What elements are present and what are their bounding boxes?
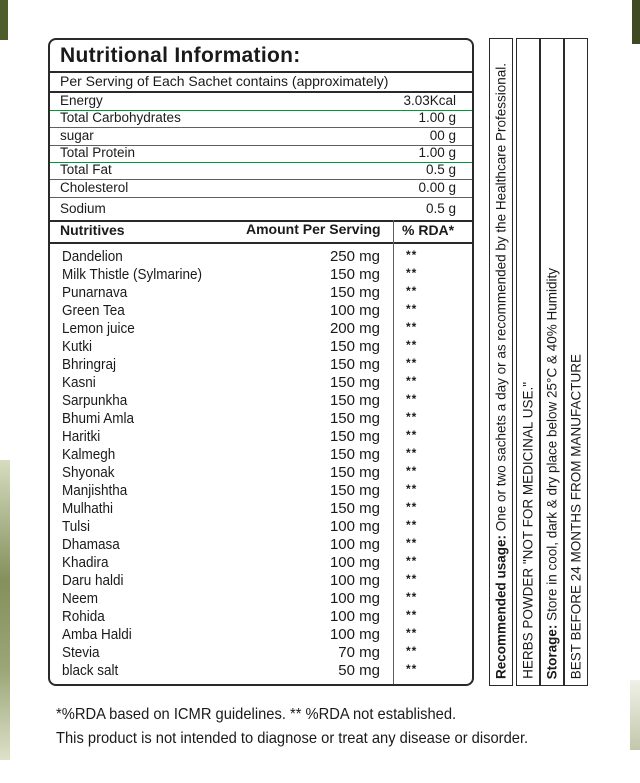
nutritive-rda: ** (406, 590, 418, 604)
nutritive-row (50, 284, 472, 302)
nutritive-row (50, 572, 472, 590)
nutritive-amount: 100 mg (329, 590, 380, 607)
nutritive-amount: 150 mg (329, 284, 380, 301)
nutritive-row (50, 644, 472, 662)
nutritive-rda: ** (406, 446, 418, 460)
nutritive-row (50, 338, 472, 356)
nutritive-rda: ** (406, 428, 418, 442)
summary-row (50, 145, 472, 162)
nutritive-name: Green Tea (62, 302, 125, 319)
storage-body: Store in cool, dark & dry place below 25°C & 40% Humidity (544, 267, 560, 625)
nutritive-rda: ** (406, 662, 418, 676)
nutritive-row (50, 500, 472, 518)
nutritive-row (50, 356, 472, 374)
nutritive-name: Sarpunkha (62, 392, 128, 409)
summary-row (50, 180, 472, 197)
nutritive-amount: 70 mg (338, 644, 380, 661)
nutritive-name: Milk Thistle (Sylmarine) (62, 266, 203, 283)
row-divider (50, 197, 472, 198)
nutritive-rda: ** (406, 608, 418, 622)
nutritive-rda: ** (406, 464, 418, 478)
nutritive-rda: ** (406, 644, 418, 658)
nutritive-rda: ** (406, 536, 418, 550)
summary-row (50, 162, 472, 179)
nutritive-amount: 250 mg (329, 248, 380, 265)
summary-label: Total Protein (60, 145, 136, 160)
nutritive-row (50, 554, 472, 572)
nutritive-name: Dandelion (62, 248, 123, 265)
nutritive-name: Lemon juice (62, 320, 135, 337)
nutritive-name: Amba Haldi (62, 626, 132, 643)
nutrition-facts-panel (48, 38, 474, 686)
nutritive-rda: ** (406, 320, 418, 334)
summary-label: Energy (60, 93, 103, 108)
nutritive-name: Shyonak (62, 464, 115, 481)
storage-label: Storage: (544, 624, 560, 679)
nutritive-amount: 150 mg (329, 266, 380, 283)
nutritive-name: black salt (62, 662, 119, 679)
footnote-disclaimer: This product is not intended to diagnose or treat any disease or disorder. (56, 730, 529, 747)
summary-label: Total Carbohydrates (60, 110, 181, 125)
nutritive-name: Kutki (62, 338, 93, 355)
nutritive-amount: 150 mg (329, 338, 380, 355)
nutritive-name: Haritki (62, 428, 101, 445)
storage-text (545, 268, 560, 679)
summary-value: 0.5 g (425, 201, 456, 216)
summary-label: Sodium (60, 201, 106, 216)
nutritive-row (50, 374, 472, 392)
nutritive-rda: ** (406, 302, 418, 316)
nutritive-rda: ** (406, 338, 418, 352)
nutritive-name: Punarnava (62, 284, 128, 301)
nutritive-amount: 150 mg (329, 428, 380, 445)
summary-value: 0.5 g (425, 162, 456, 177)
nutritive-amount: 150 mg (329, 482, 380, 499)
nutritive-rda: ** (406, 392, 418, 406)
nutritive-rda: ** (406, 356, 418, 370)
nutritive-rda: ** (406, 554, 418, 568)
nutritive-name: Kasni (62, 374, 96, 391)
nutritive-row (50, 662, 472, 680)
nutrition-title: Nutritional Information: (60, 44, 301, 67)
nutritive-name: Daru haldi (62, 572, 124, 589)
nutritive-row (50, 248, 472, 266)
nutritive-row (50, 464, 472, 482)
nutritive-row (50, 482, 472, 500)
nutritive-rda: ** (406, 626, 418, 640)
summary-row (50, 201, 472, 218)
divider (50, 242, 472, 244)
nutritive-amount: 150 mg (329, 374, 380, 391)
nutritive-amount: 100 mg (329, 626, 380, 643)
usage-body: One or two sachets a day or as recommended by the Healthcare Professional. (493, 62, 509, 535)
usage-text (494, 63, 509, 679)
nutritive-amount: 100 mg (329, 518, 380, 535)
nutritive-row (50, 302, 472, 320)
nutritive-rda: ** (406, 410, 418, 424)
nutritive-name: Neem (62, 590, 99, 607)
nutritive-rda: ** (406, 284, 418, 298)
nutritive-amount: 150 mg (329, 392, 380, 409)
nutritive-name: Kalmegh (62, 446, 116, 463)
serving-description: Per Serving of Each Sachet contains (approximately) (60, 73, 389, 89)
summary-label: sugar (60, 128, 94, 143)
nutritive-amount: 150 mg (329, 464, 380, 481)
nutritive-row (50, 536, 472, 554)
summary-value: 0.00 g (418, 180, 456, 195)
nutritive-row (50, 428, 472, 446)
background-foliage-top-left (0, 0, 8, 40)
background-herb-image-right (630, 680, 640, 750)
nutritive-row (50, 266, 472, 284)
nutritive-name: Bhringraj (62, 356, 117, 373)
herbs-panel (516, 38, 540, 686)
nutritive-name: Manjishtha (62, 482, 128, 499)
nutritive-amount: 100 mg (329, 608, 380, 625)
nutritive-rda: ** (406, 518, 418, 532)
nutritive-row (50, 626, 472, 644)
nutritive-name: Tulsi (62, 518, 91, 535)
nutritive-amount: 100 mg (329, 536, 380, 553)
nutritive-amount: 100 mg (329, 572, 380, 589)
nutritive-amount: 150 mg (329, 446, 380, 463)
storage-panel (540, 38, 564, 686)
usage-label: Recommended usage: (493, 534, 509, 679)
summary-value: 1.00 g (418, 145, 456, 160)
header-nutritives: Nutritives (60, 222, 125, 238)
nutritive-row (50, 518, 472, 536)
nutritive-row (50, 446, 472, 464)
summary-row (50, 110, 472, 127)
nutritive-row (50, 410, 472, 428)
nutritive-amount: 100 mg (329, 554, 380, 571)
nutritive-rda: ** (406, 266, 418, 280)
summary-label: Cholesterol (60, 180, 129, 195)
nutritive-name: Bhumi Amla (62, 410, 135, 427)
nutritive-rda: ** (406, 482, 418, 496)
nutritive-rda: ** (406, 248, 418, 262)
nutritive-name: Mulhathi (62, 500, 114, 517)
herbs-text: HERBS POWDER "NOT FOR MEDICINAL USE." (520, 382, 536, 679)
nutritive-rda: ** (406, 500, 418, 514)
nutritive-amount: 150 mg (329, 356, 380, 373)
summary-value: 00 g (429, 128, 456, 143)
nutritive-name: Stevia (62, 644, 100, 661)
nutritive-amount: 150 mg (329, 500, 380, 517)
nutritive-row (50, 392, 472, 410)
nutritive-amount: 50 mg (338, 662, 380, 679)
nutritives-table-header (50, 220, 472, 242)
nutritive-amount: 100 mg (329, 302, 380, 319)
nutritive-row (50, 608, 472, 626)
background-herb-image-left (0, 460, 10, 760)
nutritive-name: Rohida (62, 608, 105, 625)
best-before-text: BEST BEFORE 24 MONTHS FROM MANUFACTURE (568, 353, 584, 679)
header-amount-per-serving: Amount Per Serving (246, 221, 381, 237)
nutritive-rda: ** (406, 572, 418, 586)
nutritive-name: Dhamasa (62, 536, 120, 553)
footnote-rda: *%RDA based on ICMR guidelines. ** %RDA not established. (56, 706, 457, 723)
nutritive-row (50, 320, 472, 338)
nutritive-name: Khadira (62, 554, 109, 571)
summary-value: 1.00 g (418, 110, 456, 125)
best-before-panel (564, 38, 588, 686)
usage-panel (489, 38, 513, 686)
summary-row (50, 93, 472, 110)
background-foliage-top-right (632, 0, 640, 44)
nutritive-row (50, 590, 472, 608)
summary-value: 3.03Kcal (403, 93, 456, 108)
summary-label: Total Fat (60, 162, 112, 177)
nutritive-amount: 150 mg (329, 410, 380, 427)
nutritive-amount: 200 mg (329, 320, 380, 337)
header-rda: % RDA* (402, 222, 455, 238)
nutritive-rda: ** (406, 374, 418, 388)
summary-row (50, 128, 472, 145)
